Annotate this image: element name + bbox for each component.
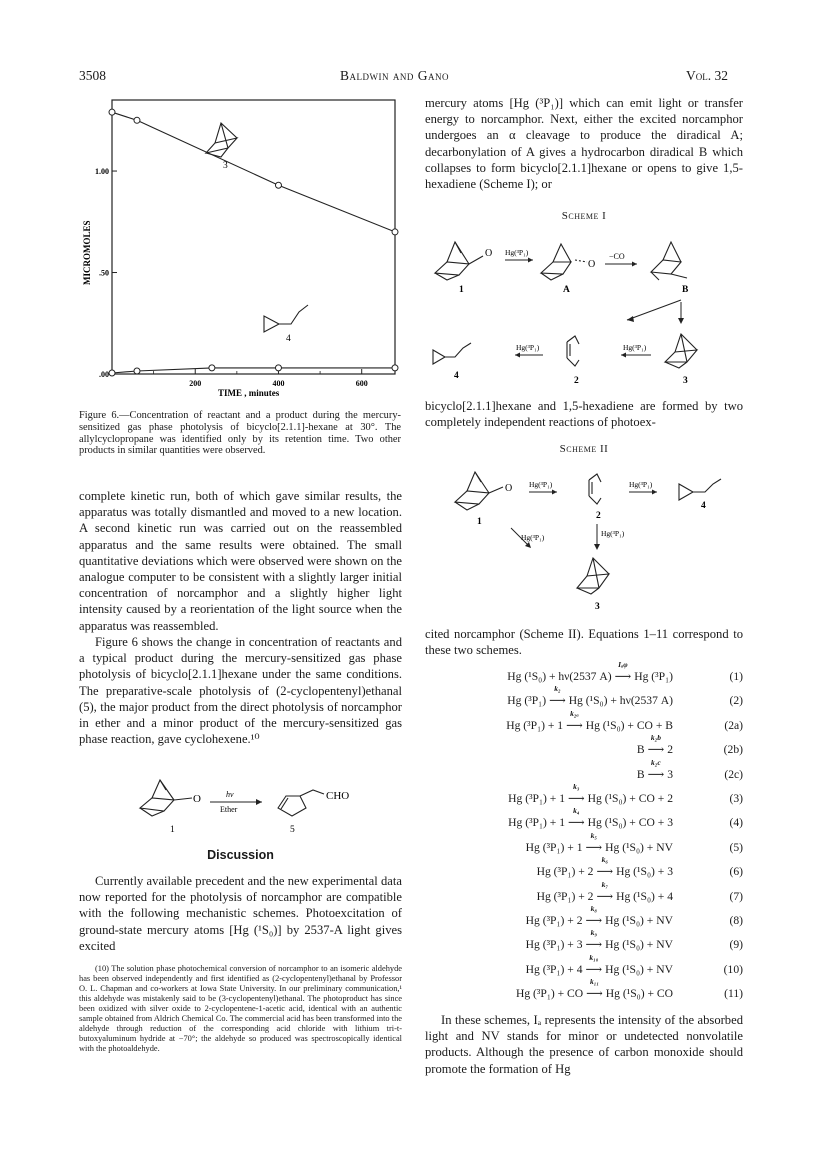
scheme-1-title: Scheme I [561,210,607,222]
rate-constant: k₂ [554,684,561,694]
reaction-arrow: ⟶ k₈ [585,904,603,927]
arrow-top-label: hν [226,790,234,799]
rate-constant: k₂c [651,757,661,767]
equation-text [636,733,673,757]
s1-label-B: B [682,285,689,295]
rate-constant: k₂b [650,733,661,743]
y-axis-label: MICROMOLES [82,220,92,285]
arrow-bottom-label: Ether [220,805,238,814]
equation-lhs: Hg (³P₁) + 2 [525,914,583,927]
equation-text [507,660,673,683]
equation-row [425,952,743,979]
equation-lhs: B [636,743,645,757]
equation-lhs: Hg (³P₁) + 1 [525,840,583,854]
left-paragraph-2: Figure 6 shows the change in concentration of reactants and a typical product during the mercury-sensitized gas phase photolysis of bicyclo[2.1.1]hexane under the same conditions. The preparative-scale photolysis of (2-cyclopentenyl)ethanal (5), the major product from the direct photolysis of norcamphor in ether and a minor product of the mercury-sensitized gas phase reaction, gave cyclohexene.¹⁰ [79,635,402,747]
equation-rhs: Hg (¹S₀) + NV [605,840,673,854]
reaction-arrow: ⟶ k₆ [596,855,614,879]
equation-rhs: Hg (¹S₀) + 3 [616,865,673,879]
figure-6-caption: Figure 6.—Concentration of reactant and a product during the mercury-sensitized gas phase photolysis of bicyclo[2.1.1]-hexane at 30°. The allylcyclopropane was identified only by its retention time. Two other products in similar quantities were observed. [79,410,401,457]
scheme1-compound-3 [665,334,697,368]
right-paragraph-4: In these schemes, Iₐ represents the intensity of the absorbed light and NV stands for minor or undetected nonvolatile products. Although the presence of carbon monoxide should promote the formation of Hg [425,1013,743,1076]
compound-3-label: 3 [223,161,228,171]
equation-rhs: Hg (¹S₀) + hν(2537 A) [568,694,673,708]
equation-text [525,904,673,927]
plot-frame [112,100,395,374]
equation-number: (2) [729,694,743,708]
reaction-arrow: ⟶ k₄ [568,806,585,830]
reaction-arrow: ⟶ Iₐφ [614,660,632,683]
norcamphor-structure [140,780,192,816]
s2-label-4: 4 [701,501,706,511]
figure-6-chart [78,95,408,405]
s2-hg1: Hg(³P₁) [529,480,553,489]
s1-hg3: Hg(³P₁) [623,343,647,352]
equation-lhs: B [636,767,645,781]
right-paragraph-3: cited norcamphor (Scheme II). Equations 1–11 correspond to these two schemes. [425,627,743,658]
equation-text [506,708,673,732]
equation-row [425,708,743,735]
data-point-4 [209,365,215,371]
s1-label-1: 1 [459,285,464,295]
carbonyl-o: O [193,793,201,805]
reaction-arrow: ⟶ k₂b [647,733,665,757]
equation-lhs: Hg (³P₁) + 1 [508,816,566,830]
page-number: 3508 [79,68,106,83]
s1-label-A: A [563,285,570,295]
s1-minus-co: −CO [609,252,625,261]
equation-text [536,855,673,879]
equation-number: (7) [729,889,743,903]
equation-lhs: Hg (³P₁) + 1 [506,718,564,732]
equation-row [425,806,743,832]
reaction-arrow: ⟶ k₂ₐ [566,708,583,732]
reaction-arrow: ⟶ k₂c [647,757,665,781]
reaction-arrow: ⟶ k₁₀ [585,952,603,976]
compound-1-label: 1 [170,825,175,834]
left-paragraph-1: complete kinetic run, both of which gave similar results, the apparatus was totally dismantled and moved to a new location. A second kinetic run was carried out on the reassembled apparatus and the same results were obtained. The small quantitative deviations which were observed were shown on the analogue computer to be consistent with a slightly larger initial concentration of norcamphor and a slightly higher light intensity caused by a reorientation of the light source when the apparatus was reassembled. [79,489,402,633]
equation-text [525,830,673,854]
right-paragraph-2: bicyclo[2.1.1]hexane and 1,5-hexadiene are formed by two completely independent reactions of photoex- [425,399,743,430]
equation-rhs: 3 [667,767,673,781]
cho-label: CHO [326,790,350,802]
scheme2-compound-1 [455,472,503,510]
s1-hg1: Hg(³P₁) [505,248,529,257]
equation-text [508,782,673,805]
equation-number: (11) [724,987,743,1001]
equation-row [425,782,743,808]
equation-row [425,757,743,784]
series-line-3 [112,112,395,232]
s2-o1: O [505,483,513,494]
equation-rhs: Hg (¹S₀) + NV [605,938,673,952]
rate-constant: k₁₀ [589,952,599,962]
equation-text [508,806,673,830]
s2-label-3: 3 [595,602,600,612]
equation-lhs: Hg (³P₁) + 4 [525,962,583,976]
equation-number: (2b) [723,743,743,757]
rate-constant: Iₐφ [618,660,628,669]
volume-label: Vol. 32 [686,68,728,83]
data-point-4 [109,370,115,376]
data-point-4 [392,365,398,371]
footnote-10: (10) The solution phase photochemical conversion of norcamphor to an isomeric aldehyde has been observed independently and first identified as (2-cyclopentenyl)ethanal by Professor O. L. Chapman and co-workers at Iowa State University. In our preliminary communication,¹ this aldehyde was mistakenly said to be (3-cyclopentenyl)ethanal. The photoproduct has since been oxidized with silver oxide to 2-cyclopentene-1-acetic acid, identical with an authentic sample obtained from Aldrich Chemical Co. The commercial acid has been transformed into the aldehyde through reduction of the corresponding acid chloride with lithium tri-t-butoxyaluminum hydride at −70°; the aldehyde so produced was spectroscopically identical with the photoaldehyde. [79,964,402,1053]
equation-row [425,684,743,710]
x-tick-label: 400 [272,379,285,388]
s2-hg3: Hg(³P₁) [521,533,545,542]
equation-number: (4) [729,816,743,830]
y-tick-label: .00 [99,370,109,379]
rate-constant: k₃ [573,782,580,791]
scheme1-diradical-A [541,244,587,280]
equation-text [507,684,673,708]
reaction-arrow: ⟶ k₃ [568,782,585,805]
s1-label-3: 3 [683,376,688,386]
equation-row [425,928,743,954]
s2-hg2: Hg(³P₁) [629,480,653,489]
scheme1-compound-4 [433,343,471,364]
rate-constant: k₆ [601,855,608,865]
equation-number: (2a) [724,718,743,732]
equation-rhs: Hg (¹S₀) + NV [605,914,673,927]
photolysis-scheme [130,768,390,834]
equation-text [536,879,673,903]
running-title: Baldwin and Gano [340,68,449,83]
equation-number: (2c) [724,767,743,781]
equation-rhs: Hg (¹S₀) + 4 [616,889,673,903]
equation-number: (3) [729,792,743,805]
s2-label-1: 1 [477,517,482,527]
equation-text [636,757,673,781]
rate-constant: k₈ [590,904,598,913]
scheme2-compound-2 [589,474,601,504]
reaction-arrow: ⟶ k₂ [549,684,566,708]
y-tick-label: 1.00 [95,167,109,177]
s1-o2: O [588,259,596,270]
compound-4-label: 4 [286,334,291,344]
scheme2-compound-4 [679,479,721,500]
equation-lhs: Hg (³P₁) [507,694,547,708]
data-point-4 [275,365,281,371]
compound-3-structure [206,123,237,157]
equation-lhs: Hg (¹S₀) + hν(2537 A) [507,670,612,683]
scheme-1-diagram [425,228,743,390]
compound-4-structure [264,305,308,332]
equation-row [425,660,743,686]
equation-rhs: Hg (³P₁) [634,670,673,683]
rate-constant: k₂ₐ [570,708,579,718]
equation-rhs: 2 [667,743,673,757]
equation-number: (5) [729,840,743,854]
scheme1-diradical-B [651,242,687,280]
scheme-2-title: Scheme II [559,443,609,455]
equation-rhs: Hg (¹S₀) + CO + 3 [587,816,673,830]
equation-row [425,830,743,857]
equation-lhs: Hg (³P₁) + 2 [536,865,594,879]
equation-lhs: Hg (³P₁) + CO [515,987,584,1001]
equation-rhs: Hg (¹S₀) + NV [605,962,673,976]
s1-label-4: 4 [454,371,459,381]
data-point-4 [134,368,140,374]
equation-rhs: Hg (¹S₀) + CO + B [585,718,673,732]
scheme-2-diagram [425,462,743,612]
s1-hg2: Hg(³P₁) [516,343,540,352]
series-line-4 [112,368,395,373]
rate-constant: k₁₁ [589,977,599,987]
cyclopentenyl-ethanal-structure [278,790,324,816]
x-tick-label: 200 [189,379,202,388]
rate-constant: k₅ [590,830,598,840]
reaction-arrow: ⟶ k₁₁ [586,977,603,1001]
reaction-arrow: ⟶ k₉ [585,928,603,952]
reaction-arrow: ⟶ k₇ [596,879,614,903]
equation-rhs: Hg (¹S₀) + CO + 2 [587,792,673,805]
rate-constant: k₄ [573,806,580,816]
rate-constant: k₇ [601,879,608,889]
data-point-3 [275,182,281,188]
s1-o1: O [485,248,493,259]
data-point-3 [392,229,398,235]
equation-row [425,855,743,881]
equation-lhs: Hg (³P₁) + 1 [508,792,566,805]
equation-lhs: Hg (³P₁) + 3 [525,938,583,952]
equation-number: (8) [729,914,743,927]
rate-constant: k₉ [590,928,598,938]
equation-row [425,879,743,906]
equation-number: (10) [723,962,743,976]
equation-number: (9) [729,938,743,952]
equation-row [425,977,743,1003]
reaction-arrow: ⟶ k₅ [585,830,603,854]
equation-text [525,928,673,952]
x-tick-label: 600 [355,379,368,388]
right-paragraph-1: mercury atoms [Hg (³P₁)] which can emit light or transfer energy to norcamphor. Next, either the excited norcamphor undergoes an α cleavage to produce the diradical A; decarbonylation of A gives a hydrocarbon diradical B which collapses to form bicyclo[2.1.1]hexane or opens to give 1,5-hexadiene (Scheme I); or [425,96,743,192]
data-point-3 [134,117,140,123]
data-point-3 [109,109,115,115]
discussion-heading: Discussion [207,848,274,862]
y-tick-label: .50 [99,268,109,278]
equation-row [425,733,743,759]
equation-number: (6) [729,865,743,879]
scheme1-compound-2 [567,336,579,366]
scheme2-compound-3 [577,558,609,594]
equation-rhs: Hg (¹S₀) + CO [605,987,673,1001]
x-axis-label: TIME , minutes [218,388,280,398]
equation-text [515,977,673,1001]
s2-label-2: 2 [596,511,601,521]
equation-number: (1) [729,670,743,683]
compound-5-label: 5 [290,825,295,834]
left-paragraph-3: Currently available precedent and the new experimental data now reported for the photolysis of norcamphor are compatible with the following mechanistic schemes. Photoexcitation of ground-state mercury atoms [Hg (¹S₀)] by 2537-A light gives excited [79,874,402,953]
s1-label-2: 2 [574,376,579,386]
equation-row [425,904,743,930]
scheme1-compound-1 [435,242,483,280]
equation-text [525,952,673,976]
equation-lhs: Hg (³P₁) + 2 [536,889,594,903]
s2-hg4: Hg(³P₁) [601,529,625,538]
